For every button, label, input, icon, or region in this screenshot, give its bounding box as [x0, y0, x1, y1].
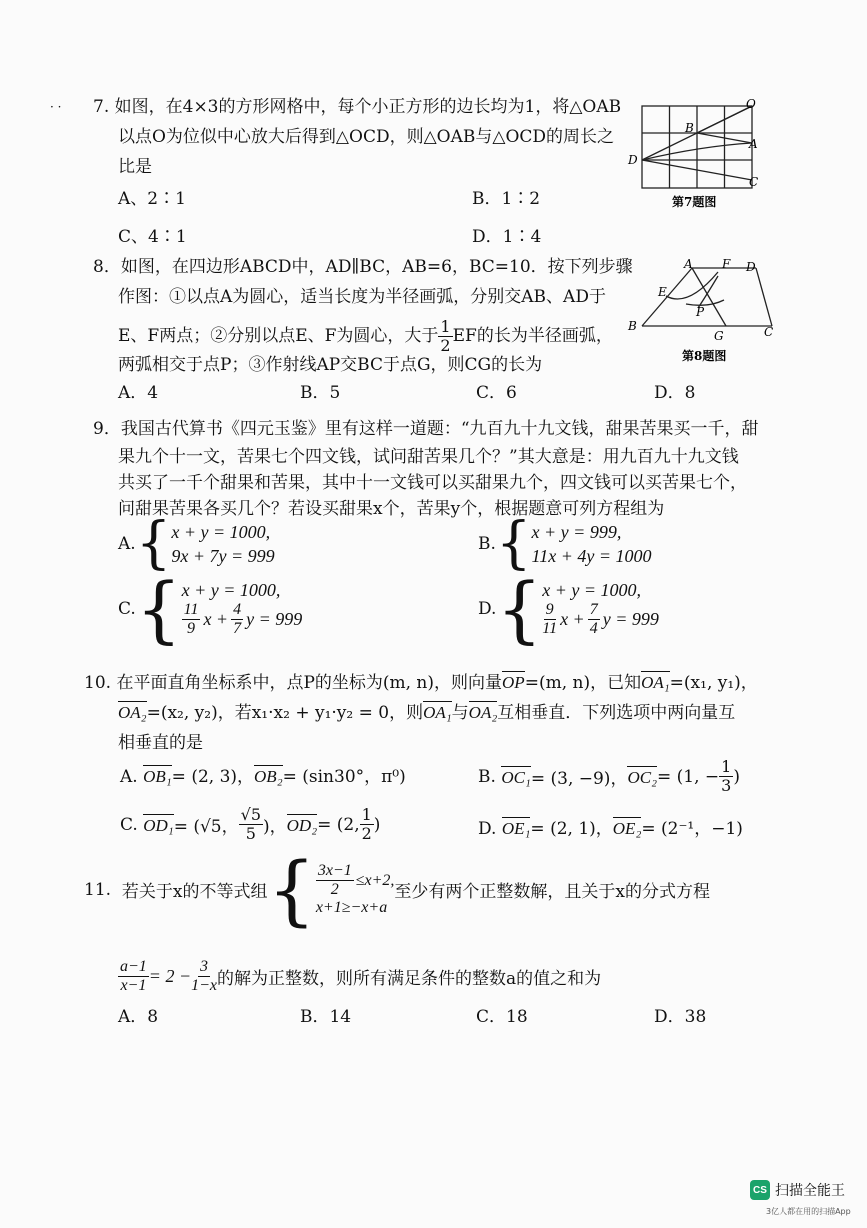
q10-b-t2: = (1, − — [656, 766, 720, 787]
camscanner-brand: 扫描全能王 — [775, 1183, 845, 1199]
q10-c-v1: OD₁ — [143, 815, 174, 835]
q9-a-eq1: x + y = 1000, — [171, 522, 271, 542]
q10-a-v2: OB₂ — [254, 767, 283, 786]
fig7-label-d: D — [628, 153, 638, 167]
stray-dots: · · — [50, 100, 62, 114]
q10-vec-oa2: OA₂ — [118, 703, 147, 722]
q11-option-a: A．8 — [118, 1007, 159, 1027]
q10-d-t2: = (2⁻¹，−1) — [641, 819, 743, 839]
q7-figure — [622, 96, 762, 216]
q10-d-t1: = (2, 1)， — [530, 819, 613, 839]
q10-c-v2: OD₂ — [286, 815, 318, 835]
q8-option-c: C．6 — [476, 383, 517, 403]
q8-half-fraction — [438, 318, 452, 355]
q10-a-label: A. — [120, 767, 138, 787]
q10-b-v1: OC₁ — [501, 767, 531, 787]
q9-line3: 共买了一千个甜果和苦果，其中十一文钱可以买甜果九个，四文钱可以买苦果七个， — [118, 473, 747, 493]
q9-d-f2-num: 7 — [589, 601, 598, 618]
q8-line3 — [118, 318, 613, 355]
q9-option-a-brace: { — [135, 511, 172, 576]
q9-c-f1-num: 11 — [183, 601, 199, 618]
q10-line2-c: 互相垂直．下列选项中两向量互 — [497, 703, 736, 723]
q10-line2-a: =(x₂, y₂)，若x₁·x₂ + y₁·y₂ = 0，则 — [146, 703, 424, 723]
q11-ineq1-num: 3x−1 — [317, 862, 352, 879]
q9-option-c-label: C. — [118, 599, 136, 619]
q10-c-label: C. — [120, 814, 138, 835]
fig8-label-a: A — [684, 257, 693, 271]
q8-line3-a: E、F两点；②分别以点E、F为圆心，大于 — [118, 326, 439, 346]
q11-ineq2: x+1≥−x+a — [315, 899, 388, 916]
q10-c-frac-den: 5 — [245, 824, 256, 843]
q7-line1: 7. 如图，在4×3的方形网格中，每个小正方形的边长均为1，将△OAB — [93, 97, 622, 117]
q7-option-a: A、2∶1 — [118, 189, 186, 209]
q9-c-f1-den: 9 — [187, 620, 196, 637]
q10-option-d — [478, 818, 743, 840]
q7-option-c: C、4∶1 — [118, 227, 187, 247]
fig8-caption: 第8题图 — [682, 349, 727, 363]
q11-label: 11. — [84, 879, 112, 900]
q10-line1-c: =(x₁, y₁)， — [669, 673, 758, 693]
q9-c-f2-num: 4 — [233, 601, 242, 618]
q11-ineq1-den: 2 — [330, 881, 339, 898]
q8-option-d: D．8 — [654, 383, 696, 403]
q7-option-d: D．1∶4 — [472, 227, 542, 247]
q10-a-t2: = (sin30°，π⁰) — [282, 767, 406, 787]
q10-b-frac-num: 1 — [721, 757, 732, 776]
q11-eq-f1-den: x−1 — [120, 977, 147, 994]
q11-option-b: B．14 — [300, 1007, 352, 1027]
q9-d-f2-den: 4 — [589, 620, 598, 637]
q9-d-eq1: x + y = 1000, — [542, 580, 642, 600]
q9-line1: 9．我国古代算书《四元玉鉴》里有这样一道题：“九百九十九文钱，甜果苦果买一千，甜 — [93, 419, 759, 439]
q10-b-label: B. — [478, 766, 496, 787]
q11-line1 — [84, 844, 710, 934]
fig8-label-g: G — [714, 329, 724, 343]
fig8-label-b: B — [628, 319, 637, 333]
q8-line2: 作图：①以点A为圆心，适当长度为半径画弧，分别交AB、AD于 — [118, 287, 606, 307]
q10-vec-oa2-b: OA₂ — [468, 703, 498, 722]
q9-option-c-brace: { — [135, 567, 182, 651]
fig7-label-o: O — [746, 97, 756, 111]
q11-eq-f2-den: 1−x — [191, 977, 217, 994]
q10-c-t4: ) — [373, 814, 381, 835]
q9-option-a — [118, 511, 275, 576]
camscanner-watermark — [750, 1180, 845, 1200]
camscanner-logo-icon: CS — [750, 1180, 770, 1200]
q10-option-b — [478, 758, 740, 795]
q10-line2 — [118, 702, 735, 724]
fig8-label-d: D — [746, 260, 756, 274]
q11-eq-mid: = 2 − — [148, 966, 192, 986]
q10-vec-oa1-b: OA₁ — [423, 703, 452, 722]
q10-c-frac2-den: 2 — [361, 824, 372, 843]
q9-option-b-brace: { — [495, 511, 532, 576]
q10-line1-a: 10. 在平面直角坐标系中，点P的坐标为(m, n)，则向量 — [84, 673, 503, 693]
q11-line2 — [118, 958, 601, 995]
q9-d-f1-den: 11 — [542, 620, 558, 637]
q10-b-frac-den: 3 — [721, 776, 732, 795]
q9-d-mid: x + — [560, 609, 585, 629]
fig7-label-c: C — [749, 175, 759, 189]
q8-line1: 8．如图，在四边形ABCD中，AD∥BC，AB=6，BC=10．按下列步骤 — [93, 257, 633, 277]
q9-c-mid: x + — [203, 609, 229, 629]
q9-b-eq1: x + y = 999, — [531, 522, 622, 542]
q9-option-d — [478, 567, 659, 651]
q8-line4: 两弧相交于点P；③作射线AP交BC于点G，则CG的长为 — [118, 355, 543, 375]
q8-frac-num: 1 — [440, 317, 451, 336]
q10-c-frac-num: √5 — [240, 805, 261, 824]
q11-line1-a: 若关于x的不等式组 — [121, 882, 268, 902]
q9-b-eq2: 11x + 4y = 1000 — [531, 546, 652, 566]
q11-option-d: D．38 — [654, 1007, 707, 1027]
q10-c-t2: )， — [263, 817, 287, 837]
q8-frac-den: 2 — [440, 336, 451, 355]
q7-option-b: B．1∶2 — [472, 189, 541, 209]
q9-option-d-brace: { — [496, 567, 543, 651]
q10-a-t1: = (2, 3)， — [171, 767, 255, 787]
q10-option-a — [120, 766, 406, 788]
q10-line1-b: =(m, n)，已知 — [524, 673, 642, 693]
q9-option-c — [118, 567, 303, 651]
q9-line2: 果九个十一文，苦果七个四文钱，试问甜苦果几个？”其大意是：用九百九十九文钱 — [118, 447, 739, 467]
q7-line2: 以点O为位似中心放大后得到△OCD，则△OAB与△OCD的周长之 — [118, 127, 615, 147]
fig8-label-p: P — [696, 305, 705, 319]
q10-b-t3: ) — [733, 766, 740, 787]
q9-option-b-label: B. — [478, 534, 496, 554]
fig8-label-c: C — [764, 325, 774, 339]
q10-d-v1: OE₁ — [501, 819, 531, 838]
q11-line2-text: 的解为正整数，则所有满足条件的整数a的值之和为 — [217, 969, 602, 989]
fig7-label-a: A — [749, 137, 758, 151]
q11-ineq1-right: ≤x+2, — [355, 871, 395, 889]
q10-option-c — [120, 806, 380, 843]
fig8-label-e: E — [658, 285, 667, 299]
q11-eq-f1-num: a−1 — [120, 958, 147, 975]
q9-c-f2-den: 7 — [233, 620, 242, 637]
q7-line3: 比是 — [118, 157, 152, 177]
q11-option-c: C．18 — [476, 1007, 528, 1027]
q9-c-end: y = 999 — [246, 609, 303, 629]
q10-d-label: D. — [478, 819, 497, 839]
q11-eq-f2-num: 3 — [200, 958, 209, 975]
q8-option-b: B．5 — [300, 383, 341, 403]
q8-line3-b: EF的长为半径画弧， — [452, 326, 613, 346]
q9-a-eq2: 9x + 7y = 999 — [171, 546, 275, 566]
q11-brace: { — [267, 844, 316, 934]
q11-line1-b: 至少有两个正整数解，且关于x的分式方程 — [394, 882, 710, 902]
q10-b-v2: OC₂ — [627, 767, 657, 787]
q9-d-f1-num: 9 — [545, 601, 554, 618]
fig8-label-f: F — [722, 257, 731, 271]
fig7-caption: 第7题图 — [672, 195, 717, 209]
camscanner-tagline: 3亿人都在用的扫描App — [766, 1207, 851, 1216]
q9-c-eq1: x + y = 1000, — [181, 580, 281, 600]
q10-vec-op: OP — [502, 673, 525, 692]
q10-line3: 相垂直的是 — [118, 733, 203, 753]
q9-d-end: y = 999 — [602, 609, 659, 629]
q10-a-v1: OB₁ — [143, 767, 172, 786]
q10-line2-b: 与 — [451, 703, 469, 723]
fig7-label-b: B — [685, 121, 694, 135]
q9-option-d-label: D. — [478, 599, 497, 619]
q10-b-t1: = (3, −9)， — [530, 769, 628, 789]
q10-line1 — [84, 672, 758, 694]
q9-option-a-label: A. — [118, 534, 136, 554]
q9-option-b — [478, 511, 652, 576]
q8-option-a: A．4 — [118, 383, 159, 403]
q10-c-frac2-num: 1 — [361, 805, 372, 824]
q10-d-v2: OE₂ — [612, 819, 642, 838]
q8-figure — [626, 256, 786, 368]
q10-c-t1: = (√5， — [173, 817, 239, 837]
q9-line4: 问甜果苦果各买几个？若设买甜果x个，苦果y个，根据题意可列方程组为 — [118, 499, 665, 519]
q10-c-t3: = (2, — [317, 814, 360, 835]
q10-vec-oa1: OA₁ — [641, 673, 670, 692]
